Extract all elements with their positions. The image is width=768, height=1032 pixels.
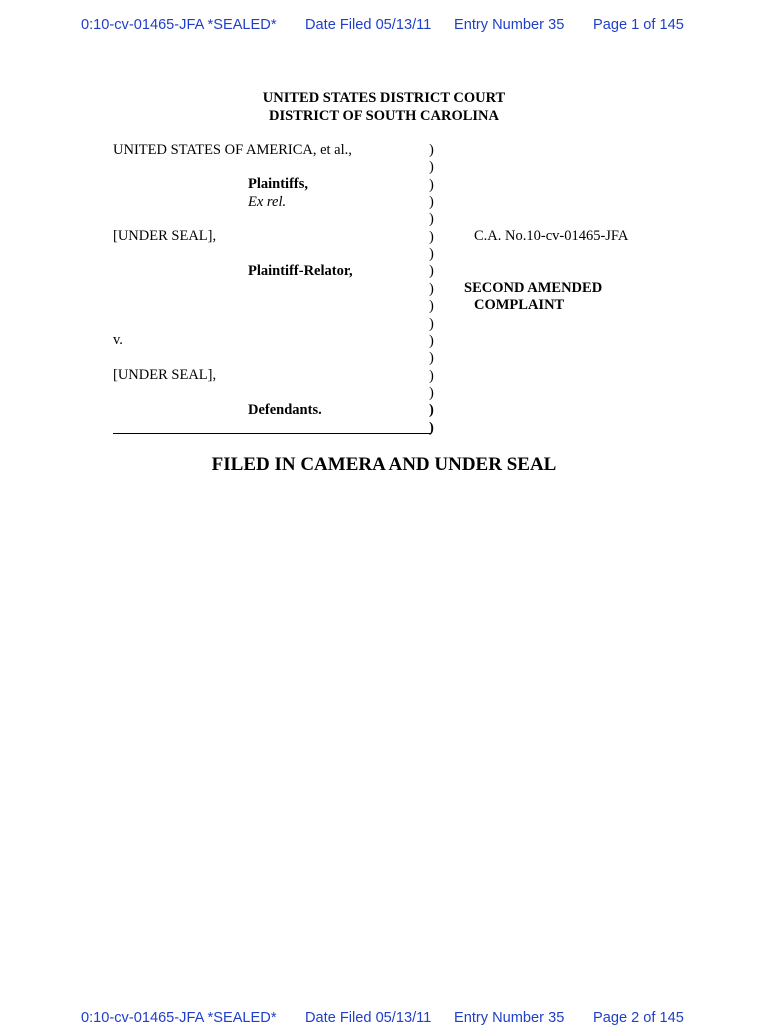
court-name: UNITED STATES DISTRICT COURT (262, 90, 506, 106)
page-number: Page 1 of 145 (593, 17, 684, 33)
caption-paren: ) (429, 211, 434, 228)
caption-paren: ) (429, 384, 434, 401)
document-title-line2: COMPLAINT (474, 297, 565, 313)
caption-paren: ) (429, 194, 434, 211)
plaintiff-party: UNITED STATES OF AMERICA, et al., (113, 142, 352, 158)
court-district: DISTRICT OF SOUTH CAROLINA (268, 108, 500, 124)
caption-paren: ) (429, 263, 434, 280)
caption-paren: ) (429, 419, 434, 436)
caption-paren: ) (429, 159, 434, 176)
caption-paren: ) (429, 315, 434, 332)
caption-paren: ) (429, 176, 434, 193)
page-header (0, 17, 768, 39)
versus-label: v. (113, 332, 123, 348)
caption-paren: ) (429, 332, 434, 349)
document-title-line1: SECOND AMENDED (464, 280, 603, 296)
date-filed: Date Filed 05/13/11 (305, 17, 432, 33)
case-number: C.A. No.10-cv-01465-JFA (474, 228, 629, 244)
next-page-header (0, 1010, 768, 1032)
caption-paren: ) (429, 350, 434, 367)
caption-paren: ) (429, 246, 434, 263)
caption-paren: ) (429, 142, 434, 158)
caption-paren: ) (429, 298, 434, 315)
caption-paren: ) (429, 228, 434, 245)
relator-party: [UNDER SEAL], (113, 228, 217, 244)
case-id: 0:10-cv-01465-JFA *SEALED* (81, 17, 277, 33)
defendants-label: Defendants. (248, 402, 322, 418)
caption-underline (113, 433, 431, 434)
entry-number: Entry Number 35 (454, 1010, 565, 1026)
ex-rel-label: Ex rel. (248, 194, 287, 210)
case-id: 0:10-cv-01465-JFA *SEALED* (81, 1010, 277, 1026)
caption-paren: ) (429, 402, 434, 419)
plaintiffs-label: Plaintiffs, (248, 176, 309, 192)
caption-paren: ) (429, 280, 434, 297)
page-number: Page 2 of 145 (593, 1010, 684, 1026)
filed-notice: FILED IN CAMERA AND UNDER SEAL (211, 454, 557, 475)
relator-label: Plaintiff-Relator, (248, 263, 353, 279)
date-filed: Date Filed 05/13/11 (305, 1010, 432, 1026)
entry-number: Entry Number 35 (454, 17, 565, 33)
defendant-party: [UNDER SEAL], (113, 367, 217, 383)
caption-paren: ) (429, 367, 434, 384)
